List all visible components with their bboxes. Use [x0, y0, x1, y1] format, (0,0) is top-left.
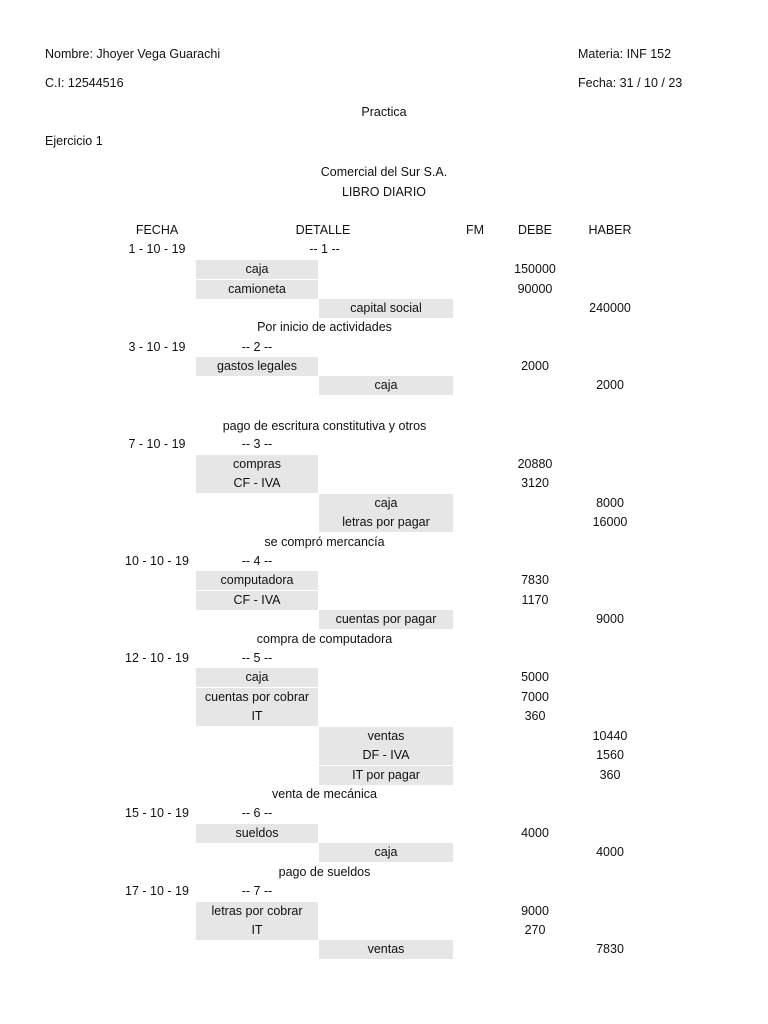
credit-amount: 7830	[596, 942, 624, 956]
entry-date: 10 - 10 - 19	[125, 554, 189, 568]
column-header-detalle: DETALLE	[295, 223, 351, 237]
debit-account: computadora	[196, 571, 318, 590]
debit-amount: 9000	[521, 904, 549, 918]
credit-account: caja	[319, 376, 453, 395]
debit-account: camioneta	[196, 280, 318, 299]
entry-date: 12 - 10 - 19	[125, 651, 189, 665]
credit-amount: 10440	[592, 729, 628, 743]
entry-number: -- 3 --	[241, 437, 273, 451]
credit-account: ventas	[319, 940, 453, 959]
debit-amount: 3120	[521, 476, 549, 490]
entry-number: -- 6 --	[241, 806, 273, 820]
entry-number: -- 2 --	[241, 340, 273, 354]
credit-account: ventas	[319, 727, 453, 746]
student-id: C.I: 12544516	[45, 76, 124, 90]
debit-account: cuentas por cobrar	[196, 688, 318, 707]
page-title: Practica	[361, 105, 407, 119]
entry-number: -- 7 --	[241, 884, 273, 898]
entry-date: 15 - 10 - 19	[125, 806, 189, 820]
debit-amount: 5000	[521, 670, 549, 684]
debit-amount: 360	[524, 709, 546, 723]
debit-account: CF - IVA	[196, 591, 318, 610]
entry-number: -- 5 --	[241, 651, 273, 665]
debit-account: caja	[196, 668, 318, 687]
column-header-fm: FM	[465, 223, 485, 237]
entry-date: 17 - 10 - 19	[125, 884, 189, 898]
entry-date: 1 - 10 - 19	[128, 242, 186, 256]
entry-description: pago de escritura constitutiva y otros	[222, 419, 427, 433]
debit-amount: 4000	[521, 826, 549, 840]
debit-amount: 7830	[521, 573, 549, 587]
entry-description: se compró mercancía	[264, 535, 385, 549]
entry-description: venta de mecánica	[272, 787, 377, 801]
credit-account: caja	[319, 843, 453, 862]
entry-description: pago de sueldos	[278, 865, 371, 879]
debit-account: IT	[196, 707, 318, 726]
debit-amount: 2000	[521, 359, 549, 373]
debit-account: letras por cobrar	[196, 902, 318, 921]
entry-number: -- 4 --	[241, 554, 273, 568]
credit-amount: 9000	[596, 612, 624, 626]
student-name: Nombre: Jhoyer Vega Guarachi	[45, 47, 221, 61]
credit-account: letras por pagar	[319, 513, 453, 532]
debit-amount: 270	[524, 923, 546, 937]
debit-amount: 7000	[521, 690, 549, 704]
journal-title: LIBRO DIARIO	[341, 185, 427, 199]
column-header-haber: HABER	[588, 223, 632, 237]
debit-account: caja	[196, 260, 318, 279]
entry-description: compra de computadora	[256, 632, 393, 646]
entry-date: 7 - 10 - 19	[128, 437, 186, 451]
entry-description: Por inicio de actividades	[257, 320, 392, 334]
credit-amount: 2000	[596, 378, 624, 392]
credit-amount: 240000	[589, 301, 631, 315]
credit-amount: 360	[599, 768, 621, 782]
column-header-fecha: FECHA	[135, 223, 179, 237]
debit-amount: 1170	[521, 593, 549, 607]
credit-amount: 4000	[596, 845, 624, 859]
company-name: Comercial del Sur S.A.	[320, 165, 448, 179]
debit-account: gastos legales	[196, 357, 318, 376]
exercise-label: Ejercicio 1	[45, 134, 103, 148]
debit-amount: 150000	[514, 262, 556, 276]
subject: Materia: INF 152	[578, 47, 672, 61]
debit-account: compras	[196, 455, 318, 474]
debit-amount: 90000	[517, 282, 553, 296]
credit-amount: 8000	[596, 496, 624, 510]
document-date: Fecha: 31 / 10 / 23	[578, 76, 683, 90]
credit-amount: 16000	[592, 515, 628, 529]
debit-account: IT	[196, 921, 318, 940]
credit-account: DF - IVA	[319, 746, 453, 765]
credit-account: capital social	[319, 299, 453, 318]
entry-date: 3 - 10 - 19	[128, 340, 186, 354]
credit-account: IT por pagar	[319, 766, 453, 785]
debit-amount: 20880	[517, 457, 553, 471]
debit-account: CF - IVA	[196, 474, 318, 493]
credit-amount: 1560	[596, 748, 624, 762]
credit-account: caja	[319, 494, 453, 513]
credit-account: cuentas por pagar	[319, 610, 453, 629]
debit-account: sueldos	[196, 824, 318, 843]
entry-number: -- 1 --	[309, 242, 340, 256]
column-header-debe: DEBE	[517, 223, 553, 237]
